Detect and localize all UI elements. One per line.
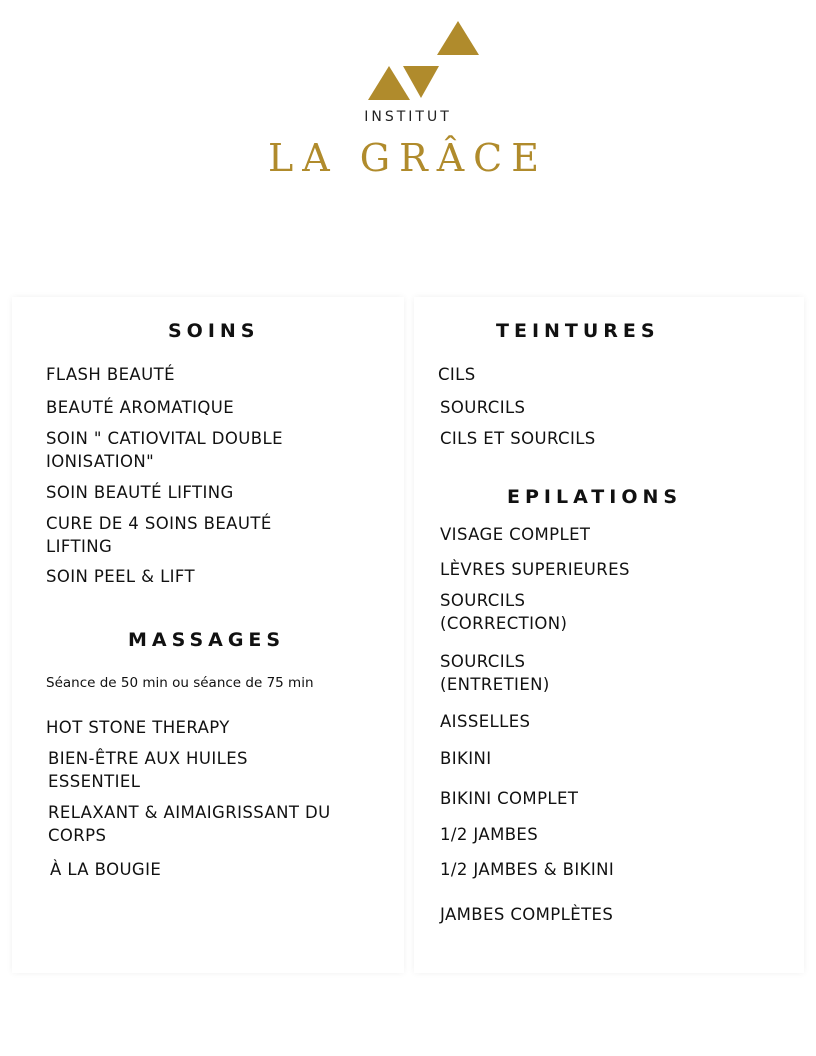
brand-name: LA GRÂCE — [268, 136, 548, 180]
triangles-logo-icon — [360, 18, 482, 104]
massages-item — [50, 858, 161, 881]
epilations-item — [440, 747, 491, 770]
epilations-item — [440, 710, 530, 733]
epilations-item — [440, 523, 590, 546]
soins-item — [46, 512, 272, 558]
soins-item — [46, 427, 283, 473]
massages-item-line: CORPS — [48, 826, 107, 845]
teintures-item — [440, 427, 596, 450]
soins-item — [46, 481, 234, 504]
teintures-item-line: CILS — [438, 365, 476, 384]
epilations-item-line: BIKINI COMPLET — [440, 789, 579, 808]
massages-item — [46, 716, 230, 739]
epilations-item — [440, 823, 538, 846]
massages-item — [48, 801, 331, 847]
epilations-item-line: 1/2 JAMBES — [440, 825, 539, 844]
teintures-item-line: SOURCILS — [440, 398, 526, 417]
epilations-item — [440, 787, 578, 810]
epilations-item — [440, 650, 550, 696]
epilations-item — [440, 903, 613, 926]
teintures-heading: TEINTURES — [496, 320, 660, 342]
epilations-item-line: LÈVRES SUPERIEURES — [440, 560, 630, 579]
teintures-item-line: CILS ET SOURCILS — [440, 429, 596, 448]
soins-item — [46, 396, 234, 419]
teintures-item — [440, 396, 525, 419]
epilations-item-line: 1/2 JAMBES & BIKINI — [440, 860, 615, 879]
epilations-item-line: VISAGE COMPLET — [440, 525, 591, 544]
epilations-item-line: BIKINI — [440, 749, 492, 768]
soins-item-line: BEAUTÉ AROMATIQUE — [46, 398, 235, 417]
epilations-item-line: AISSELLES — [440, 712, 531, 731]
soins-item-line: SOIN PEEL & LIFT — [46, 567, 196, 586]
epilations-item — [440, 558, 630, 581]
epilations-item-line: JAMBES COMPLÈTES — [440, 905, 614, 924]
massages-item-line: À LA BOUGIE — [50, 860, 162, 879]
soins-item-line: SOIN BEAUTÉ LIFTING — [46, 483, 234, 502]
epilations-item-line: SOURCILS — [440, 591, 526, 610]
soins-item-line: IONISATION" — [46, 452, 155, 471]
massages-item — [48, 747, 248, 793]
massages-heading: MASSAGES — [128, 629, 286, 651]
epilations-heading: EPILATIONS — [507, 486, 683, 508]
epilations-item-line: (CORRECTION) — [440, 614, 568, 633]
soins-item-line: FLASH BEAUTÉ — [46, 365, 175, 384]
massages-item-line: HOT STONE THERAPY — [46, 718, 230, 737]
soins-heading: SOINS — [168, 320, 260, 342]
massages-note: Séance de 50 min ou séance de 75 min — [46, 675, 314, 691]
epilations-item-line: SOURCILS — [440, 652, 526, 671]
teintures-item — [438, 363, 476, 386]
header-logo — [0, 0, 816, 200]
massages-item-line: ESSENTIEL — [48, 772, 141, 791]
soins-item-line: SOIN " CATIOVITAL DOUBLE — [46, 429, 283, 448]
massages-item-line: RELAXANT & AIMAIGRISSANT DU — [48, 803, 331, 822]
soins-item — [46, 363, 175, 386]
brand-subtitle: INSTITUT — [364, 109, 452, 125]
soins-item — [46, 565, 195, 588]
massages-item-line: BIEN-ÊTRE AUX HUILES — [48, 749, 248, 768]
soins-item-line: CURE DE 4 SOINS BEAUTÉ — [46, 514, 272, 533]
soins-item-line: LIFTING — [46, 537, 113, 556]
epilations-item-line: (ENTRETIEN) — [440, 675, 550, 694]
epilations-item — [440, 858, 614, 881]
epilations-item — [440, 589, 567, 635]
